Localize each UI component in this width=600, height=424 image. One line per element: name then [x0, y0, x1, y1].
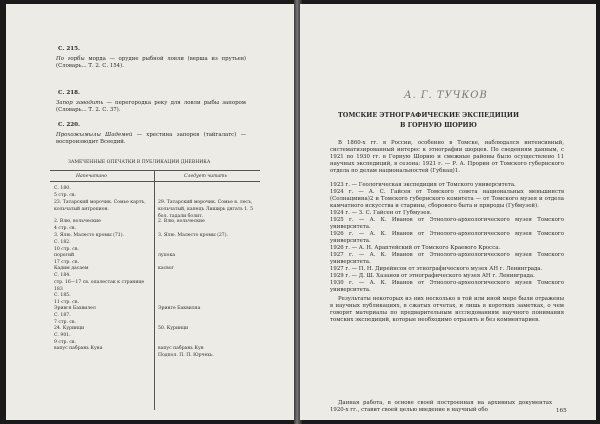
errata-ref: 7 стр. св. — [54, 320, 76, 325]
errata-printed: 24. Куринци — [54, 326, 85, 331]
section-term: Запор заводить — [56, 100, 104, 106]
section-term: По горбы — [56, 56, 85, 62]
errata-col-printed: Напечатано — [76, 174, 107, 179]
errata-should: касвог — [158, 266, 174, 271]
expedition-entry: 1925 г. — А. К. Иванов от Этнолого-археологического музея Томского университета. — [330, 217, 564, 230]
section-text — [56, 132, 246, 146]
left-page — [6, 4, 296, 420]
errata-printed: порогий — [54, 253, 75, 258]
errata-printed: 3. Ялю. Малесто кромы (71). — [54, 233, 124, 238]
section-definition: — перегородка реку для ловли рыбы запором (Словарь... Т. 2. С. 37). — [56, 100, 246, 113]
errata-ref: С. 187. — [54, 313, 71, 318]
section-definition: морда — орудие рыбной ловли (верша из прутьев) (Словарь... Т. 2. С. 154). — [56, 56, 246, 69]
errata-ref: 11 стр. св. — [54, 300, 79, 305]
errata-ref: С. 182. — [54, 240, 71, 245]
expedition-entry: 1924 г. — А. С. Гайсен от Томского совета национальных меньшинств (Солнацмина)2 и Томского губернского комитета — от Томского музея и отдела камчатного искусства и старины, сборового быта и природы (Губмузей). — [330, 189, 564, 209]
article-title-line1: ТОМСКИЕ ЭТНОГРАФИЧЕСКИЕ ЭКСПЕДИЦИИ — [338, 111, 519, 119]
results-paragraph: Результаты некоторых из них несколько в той или иной мере были отражены в научных публикациях, в сжатых отчетах, и лишь в коротких заметках, о чем говорят материалы по предварительным исследованиям научного понимания томских экспедиций, которые необходимо отразить и без комментариев. — [330, 296, 564, 323]
errata-should: вапус пабрань Кун — [158, 346, 204, 351]
errata-top-rule — [50, 170, 260, 171]
errata-ref: 4 стр. св. — [54, 226, 76, 231]
errata-ref: С. 901. — [54, 333, 71, 338]
errata-ref: С. 185. — [54, 293, 71, 298]
expedition-entry: 1930 г. — А. К. Иванов от Этнолого-археологического музея Томского университета. — [330, 280, 564, 293]
errata-title: ЗАМЕЧЕННЫЕ ОПЕЧАТКИ В ПУБЛИКАЦИИ ДНЕВНИКА — [68, 160, 211, 165]
expedition-entry: 1926 г. — А. Н. Араптейский от Томского Краевого Кросса. — [330, 245, 501, 251]
errata-ref: 10 стр. св. — [54, 247, 79, 252]
errata-ref: С. 180. — [54, 186, 71, 191]
errata-should: 50. Куринци — [158, 326, 189, 331]
errata-ref: 17 стр. св. — [54, 260, 79, 265]
expedition-entry: 1929 г. — Д. Ш. Хазанов от этнографического музея АН г. Ленинграда. — [330, 273, 535, 279]
article-title-line2: В ГОРНУЮ ШОРИЮ — [400, 121, 477, 129]
section-heading: С. 220. — [58, 122, 80, 128]
errata-ref: 5 стр. св. — [54, 193, 76, 198]
errata-printed: вапус пабрань Куна — [54, 346, 103, 351]
page-number: 165 — [556, 408, 567, 414]
errata-ref: С. 184. — [54, 273, 71, 278]
errata-printed: 23. Татарский морочик. Сомье картъ, кольчатый антропион. — [54, 200, 146, 212]
errata-printed: 2. Влю, вольческие — [54, 219, 101, 224]
section-text — [56, 100, 246, 114]
section-heading: С. 215. — [58, 46, 80, 52]
expedition-entry: 1923 г. — Геологическая экспедиция от Томского университета. — [330, 182, 516, 188]
section-heading: С. 218. — [58, 90, 80, 96]
purpose-paragraph: Данная работа, в основе своей построенная на архивных документах 1920-х гг., ставит своей целью введение в научный обо — [330, 400, 552, 413]
expedition-entry: 1927 г. — А. К. Иванов от Этнолого-археологического музея Томского университета. — [330, 252, 564, 265]
errata-printed: Кадим дасаем — [54, 266, 89, 271]
article-author: А. Г. ТУЧКОВ — [404, 90, 488, 101]
expedition-entry: 1927 г. — П. Н. Дирейнсон от этнографического музея АН г. Ленинграда. — [330, 266, 543, 272]
errata-printed: Эривгя Бахвилел — [54, 306, 96, 311]
errata-col-should: Следует читать — [184, 174, 228, 179]
section-text — [56, 56, 246, 70]
errata-should: 3. Ялю. Малесто кромы (27). — [158, 233, 228, 238]
right-page — [300, 4, 596, 420]
errata-should: 29. Татарский морочик. Сомье в. лесъ, кольчатый, капецъ Лиширь дягать 1. 5 бол. тадали болит. — [158, 200, 254, 219]
errata-printed: стр. 16—17 св. опалестак к странице 183 — [54, 280, 145, 292]
errata-column-divider — [154, 170, 155, 410]
errata-should: 2. Влю, вольческие — [158, 219, 205, 224]
errata-should: Эринге Баквиляа — [158, 306, 201, 311]
errata-should: Подпол. П. П. Юрчехь. — [158, 353, 214, 358]
errata-ref: 9 стр. св. — [54, 340, 76, 345]
intro-paragraph: В 1860-х гг. в России, особенно в Томске, наблюдался интенсивный, систематизированный интерес к этнографии шорцев. По сведениям данным, с 1921 по 1930 гг. в Горную Шорию и смежные районы было осуществлено 11 научных экспедиций, в сезона: 1921 г. — Р. А. Прорин от Томского губернского отдела по делам национальностей (Губнац)1. — [330, 140, 564, 174]
section-definition: — хрестина запорев (тайгалатс) — воспроизводит Всеедий. — [56, 132, 246, 145]
section-term: Прохожымылы Шадемей — [56, 132, 133, 138]
errata-header-rule — [50, 181, 260, 182]
expedition-entry: 1926 г. — А. К. Иванов от Этнолого-археологического музея Томского университета. — [330, 231, 564, 244]
expedition-entry: 1924 г. — З. С. Гайсен от Губмузея. — [330, 210, 432, 216]
errata-should: лупока — [158, 253, 176, 258]
